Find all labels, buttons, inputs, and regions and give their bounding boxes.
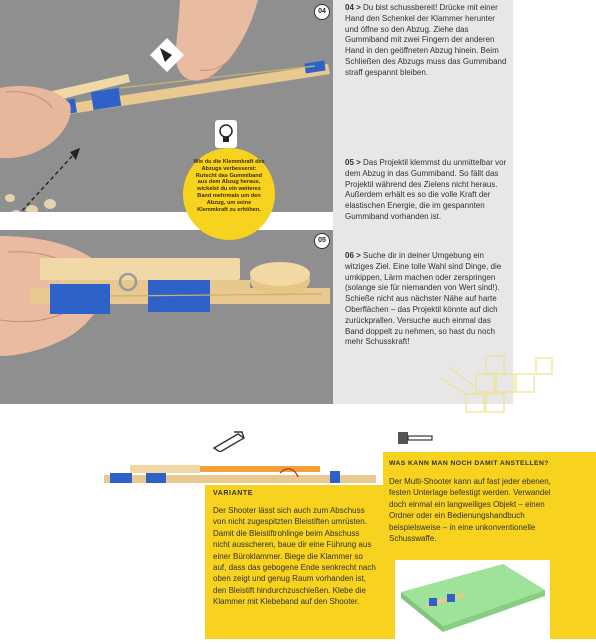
step-06-text: Suche dir in deiner Umgebung ein witziges Ziel. Eine tolle Wahl sind Dinge, die umkippen, Lärm machen oder zerspringen (solange sie für niemanden von Wert sind!). Schieße nicht aus nächster Nähe auf harte Oberflächen – das Projektil könnte auf dich zurückprallen. Versuche auch einmal das Band doppelt zu nehmen, so hast du noch mehr Schusskraft!	[345, 251, 502, 347]
step-badge-05: 05	[314, 233, 330, 249]
step-05-paragraph	[345, 158, 507, 223]
green-folder-illustration	[395, 560, 550, 639]
folder-shooter-photo	[395, 560, 550, 639]
step-badge-04: 04	[314, 4, 330, 20]
step-06-paragraph	[345, 251, 507, 348]
step-04-text: Du bist schussbereit! Drücke mit einer Hand den Schenkel der Klammer herunter und öffne so den Abzug. Ziehe das Gummiband mit zwei Fingern der anderen Hand in den geöffneten Abzug hinein. Beim Schließen des Abzugs muss das Gummiband straff gespannt bleiben.	[345, 3, 507, 77]
tip-text: Wie du die Klemmkraft des Abzugs verbesserst: Rutscht das Gummiband aus dem Abzug heraus, wickelst du ein weiteres Band mehrmals um den Abzug, um seine Klemmkraft zu erhöhen.	[193, 159, 265, 213]
photo-steps-04-05	[0, 0, 333, 404]
variant-text: Der Shooter lässt sich auch zum Abschuss von nicht zugespitzten Bleistiften umrüsten. Damit die Bleistiftrohlinge beim Abschuss nicht ausscheren, baue dir eine Führung aus einer Büroklammer. Biege die Klammer so auf, dass das gebogene Ende senkrecht nach oben zeigt und genug Raum vorhanden ist, den Bleistift hindurchzuschießen. Klebe die Klammer mit Klebeband auf den Shooter.	[213, 506, 376, 607]
step-04-paragraph	[345, 3, 507, 79]
cubes-sketch-illustration	[440, 338, 570, 418]
step-05-lead: 05 >	[345, 158, 361, 167]
photo-divider	[0, 212, 333, 230]
step-04-lead: 04 >	[345, 3, 361, 12]
variant-heading: VARIANTE	[213, 490, 254, 497]
shooter-photo-illustration	[0, 0, 333, 404]
step-05-text: Das Projektil klemmst du unmittelbar vor dem Abzug in das Gummiband. So fällt das Projektil während des Zielens nicht heraus. Außerdem erhält es so die volle Kraft der elastischen Energie, die im gespannten Gummiband vorhanden ist.	[345, 158, 507, 221]
hammer-icon	[396, 430, 434, 448]
step-06-lead: 06 >	[345, 251, 361, 260]
lightbulb-icon	[215, 120, 237, 148]
more-uses-text: Der Multi-Shooter kann auf fast jeder ebenen, festen Unterlage befestigt werden. Verwandel doch einmal ein langweiliges Objekt – einen Ordner oder ein Bedienungshandbuch beispielsweise – in eine unkonventionelle Schusswaffe.	[389, 477, 551, 544]
saw-icon	[212, 430, 246, 452]
more-uses-heading: WAS KANN MAN NOCH DAMIT ANSTELLEN?	[389, 460, 549, 467]
tip-circle	[183, 148, 275, 240]
